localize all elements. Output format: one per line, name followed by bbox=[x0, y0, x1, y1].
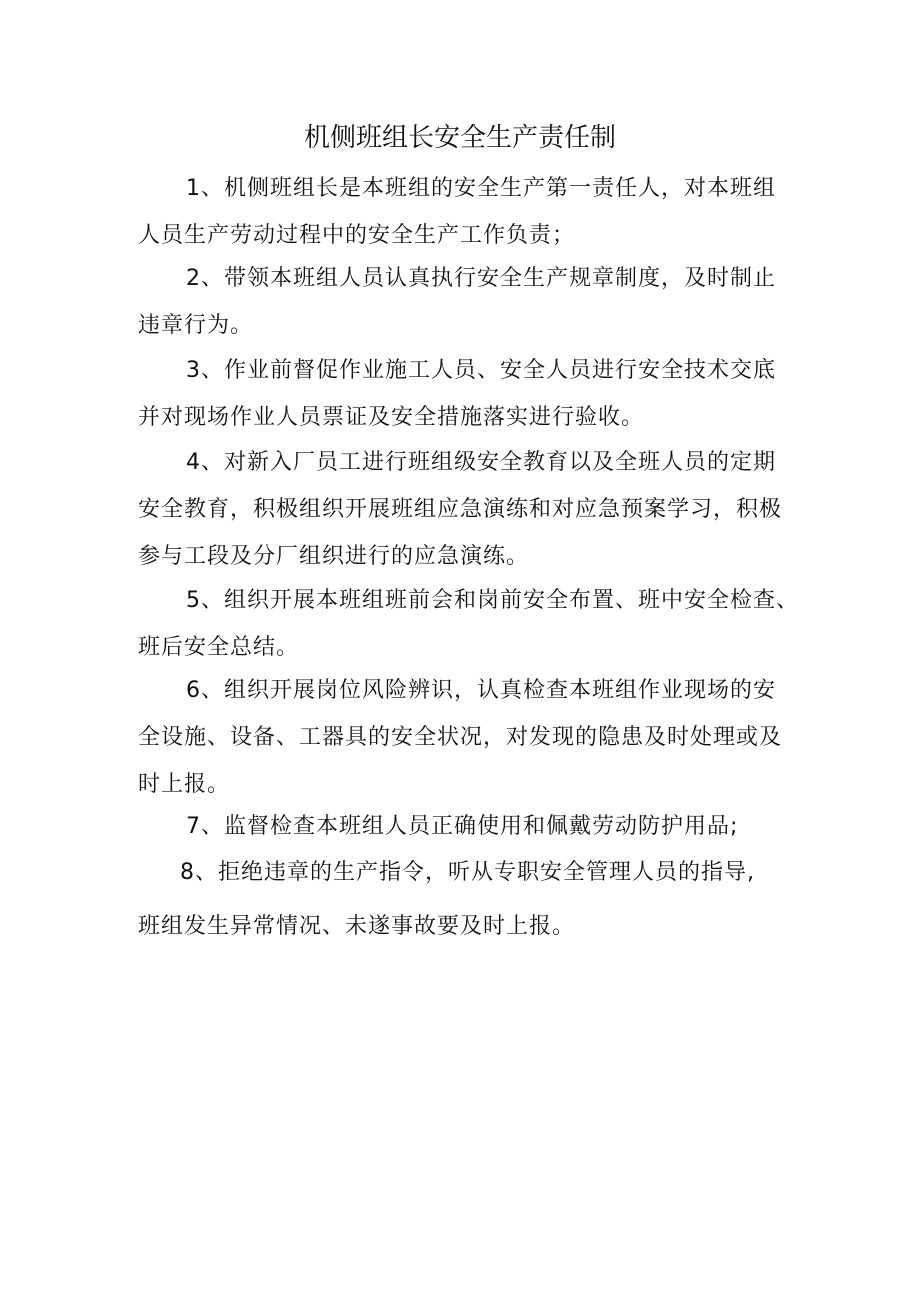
clause-7 bbox=[138, 803, 818, 850]
clause-7-line-1: 7、监督检查本班组人员正确使用和佩戴劳动防护用品; bbox=[186, 814, 739, 839]
clause-1 bbox=[138, 165, 818, 259]
clause-5-line-2: 班后安全总结。 bbox=[138, 635, 300, 660]
clause-6-line-2: 全设施、设备、工器具的安全状况，对发现的隐患及时处理或及 bbox=[138, 725, 783, 750]
clause-4 bbox=[138, 439, 818, 580]
clause-2 bbox=[138, 255, 818, 349]
clause-6-line-1: 6、组织开展岗位风险辨识，认真检查本班组作业现场的安 bbox=[186, 678, 776, 703]
clause-1-line-2: 人员生产劳动过程中的安全生产工作负责； bbox=[138, 223, 576, 248]
clause-8 bbox=[138, 849, 818, 950]
clause-3 bbox=[138, 347, 818, 441]
clause-4-line-3: 参与工段及分厂组织进行的应急演练。 bbox=[138, 544, 530, 569]
clause-6-line-3: 时上报。 bbox=[138, 772, 231, 797]
clause-6 bbox=[138, 667, 818, 808]
clause-3-line-2: 并对现场作业人员票证及安全措施落实进行验收。 bbox=[138, 405, 645, 430]
clause-1-line-1: 1、机侧班组长是本班组的安全生产第一责任人，对本班组 bbox=[186, 176, 776, 201]
clause-4-line-1: 4、对新入厂员工进行班组级安全教育以及全班人员的定期 bbox=[186, 450, 776, 475]
clause-3-line-1: 3、作业前督促作业施工人员、安全人员进行安全技术交底 bbox=[186, 358, 776, 383]
clause-8-line-1: 8、拒绝违章的生产指令，听从专职安全管理人员的指导, bbox=[180, 860, 755, 885]
document-title: 机侧班组长安全生产责任制 bbox=[303, 123, 616, 153]
clause-2-line-1: 2、带领本班组人员认真执行安全生产规章制度，及时制止 bbox=[186, 266, 776, 291]
clause-5-line-1: 5、组织开展本班组班前会和岗前安全布置、班中安全检查、 bbox=[186, 588, 799, 613]
clause-5 bbox=[138, 577, 818, 671]
clause-4-line-2: 安全教育，积极组织开展班组应急演练和对应急预案学习，积极 bbox=[138, 497, 783, 522]
clause-2-line-2: 违章行为。 bbox=[138, 313, 254, 338]
clause-8-line-2: 班组发生异常情况、未遂事故要及时上报。 bbox=[138, 914, 576, 939]
